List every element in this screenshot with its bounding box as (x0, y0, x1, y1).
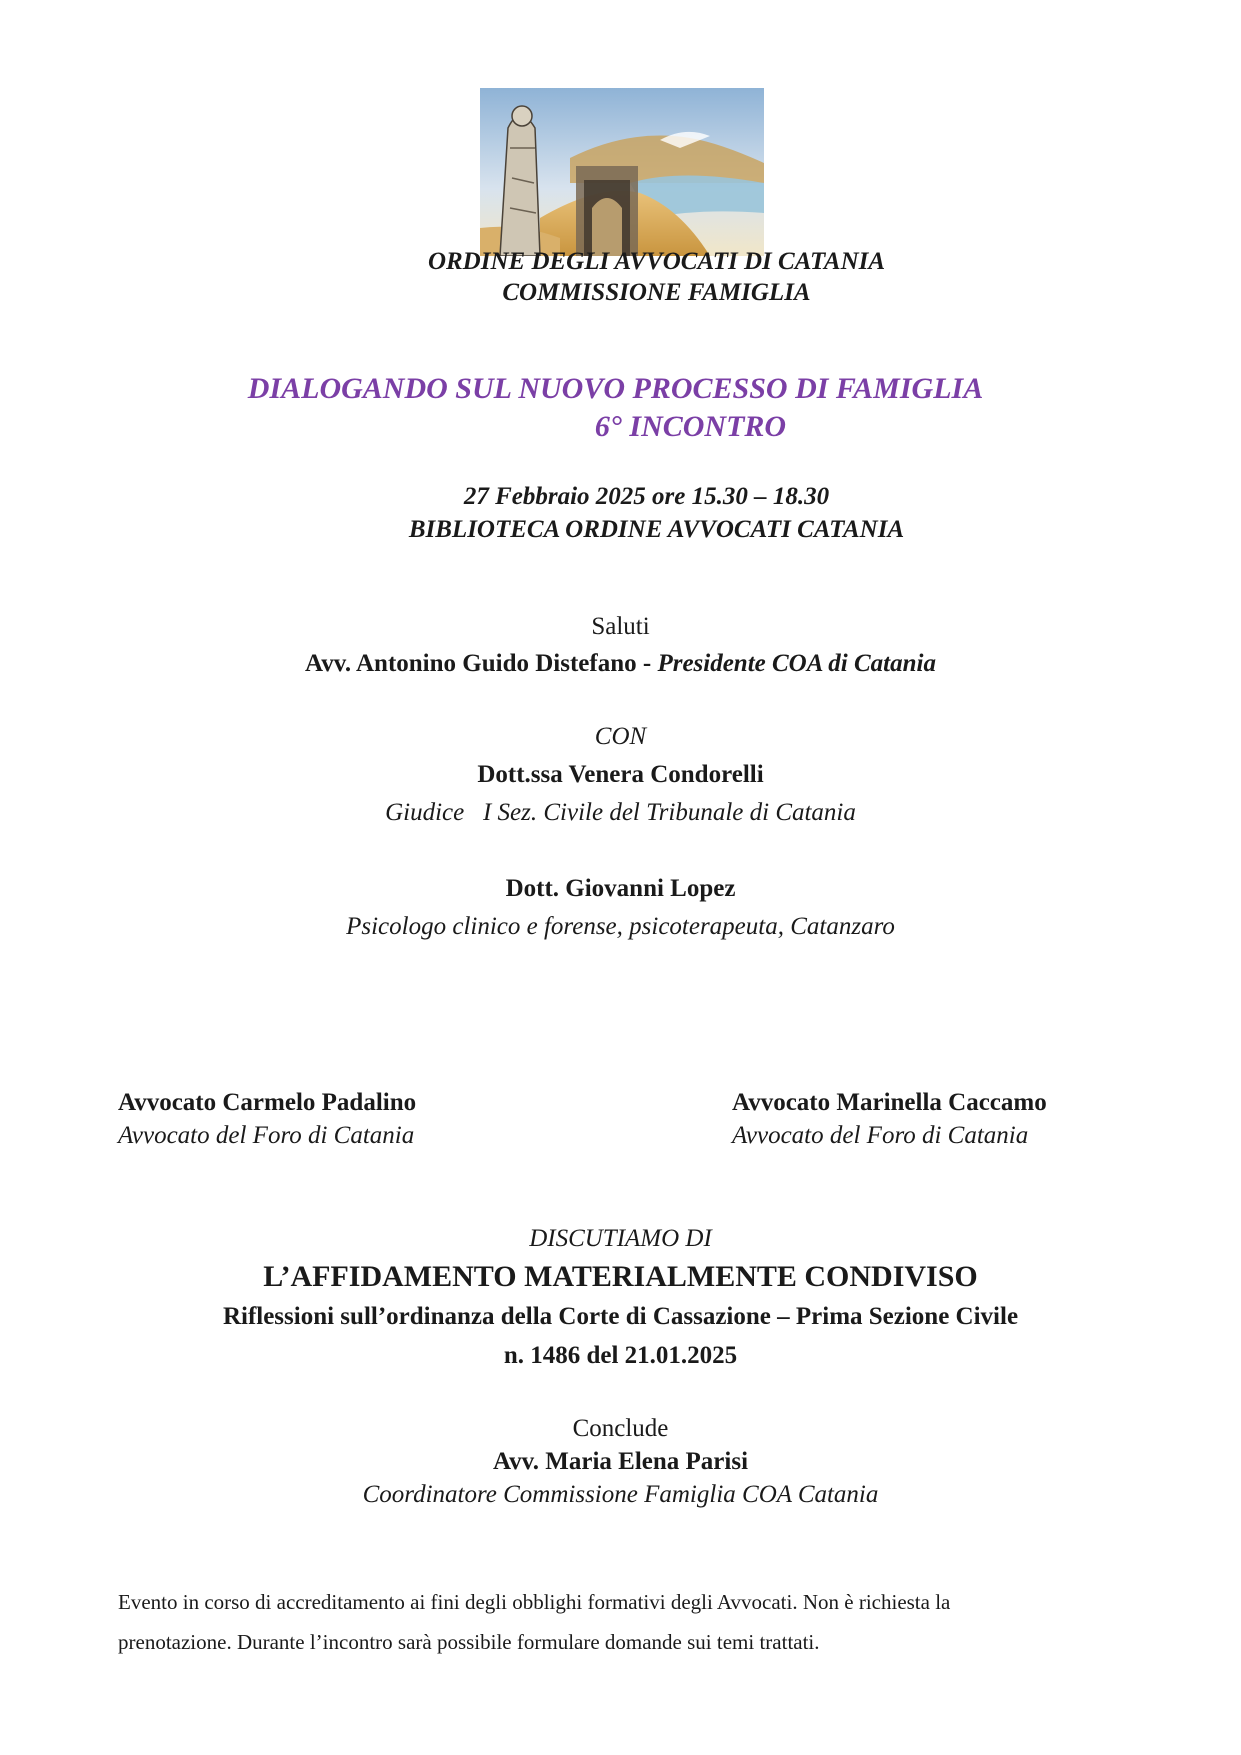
with-section (0, 718, 1241, 946)
commission-name: COMMISSIONE FAMIGLIA (502, 279, 811, 306)
greetings-section (0, 608, 1241, 682)
logo-illustration (480, 88, 764, 256)
topic-line1: Riflessioni sull’ordinanza della Corte di Cassazione – Prima Sezione Civile (222, 1303, 1019, 1330)
event-title: DIALOGANDO SUL NUOVO PROCESSO DI FAMIGLIA (247, 372, 984, 405)
event-title-block (0, 370, 1241, 446)
event-datetime: 27 Febbraio 2025 ore 15.30 – 18.30 (463, 483, 830, 510)
greetings-role: Presidente COA di Catania (657, 650, 936, 677)
note-line: prenotazione. Durante l’incontro sarà possibile formulare domande sui temi trattati. (118, 1630, 820, 1654)
conclusion-role: Coordinatore Commissione Famiglia COA Catania (362, 1481, 879, 1508)
conclusion-section (0, 1412, 1241, 1511)
greetings-name: Avv. Antonino Guido Distefano (305, 650, 637, 677)
lawyer-role: Avvocato del Foro di Catania (118, 1122, 415, 1149)
event-subtitle: 6° INCONTRO (594, 410, 787, 443)
conclusion-name: Avv. Maria Elena Parisi (492, 1448, 749, 1475)
greetings-label: Saluti (591, 613, 650, 640)
accreditation-note (118, 1582, 1138, 1662)
org-name: ORDINE DEGLI AVVOCATI DI CATANIA (427, 248, 886, 275)
greetings-speaker (0, 645, 1241, 682)
lawyer-right (732, 1086, 1047, 1152)
lawyer-role: Avvocato del Foro di Catania (732, 1122, 1029, 1149)
conclusion-label: Conclude (572, 1415, 669, 1442)
topic-line2: n. 1486 del 21.01.2025 (503, 1342, 738, 1369)
speaker-role: Psicologo clinico e forense, psicoterapeuta, Catanzaro (346, 913, 895, 940)
lawyer-left (118, 1086, 416, 1152)
lawyer-name: Avvocato Carmelo Padalino (118, 1089, 417, 1116)
event-venue: BIBLIOTECA ORDINE AVVOCATI CATANIA (408, 516, 905, 543)
speaker-name: Dott.ssa Venera Condorelli (477, 761, 764, 788)
note-line: Evento in corso di accreditamento ai fini degli obblighi formativi degli Avvocati. Non è richiesta la (118, 1590, 951, 1614)
topic-title: L’AFFIDAMENTO MATERIALMENTE CONDIVISO (263, 1260, 978, 1293)
speaker-role: Giudice I Sez. Civile del Tribunale di Catania (385, 799, 856, 826)
topic-section (0, 1220, 1241, 1375)
event-details (0, 480, 1241, 546)
greetings-separator: - (636, 650, 658, 677)
speaker-name: Dott. Giovanni Lopez (505, 875, 736, 902)
lawyer-name: Avvocato Marinella Caccamo (732, 1089, 1047, 1116)
with-label: CON (594, 723, 647, 750)
topic-label: DISCUTIAMO DI (529, 1225, 712, 1252)
organization-header (0, 246, 1241, 308)
